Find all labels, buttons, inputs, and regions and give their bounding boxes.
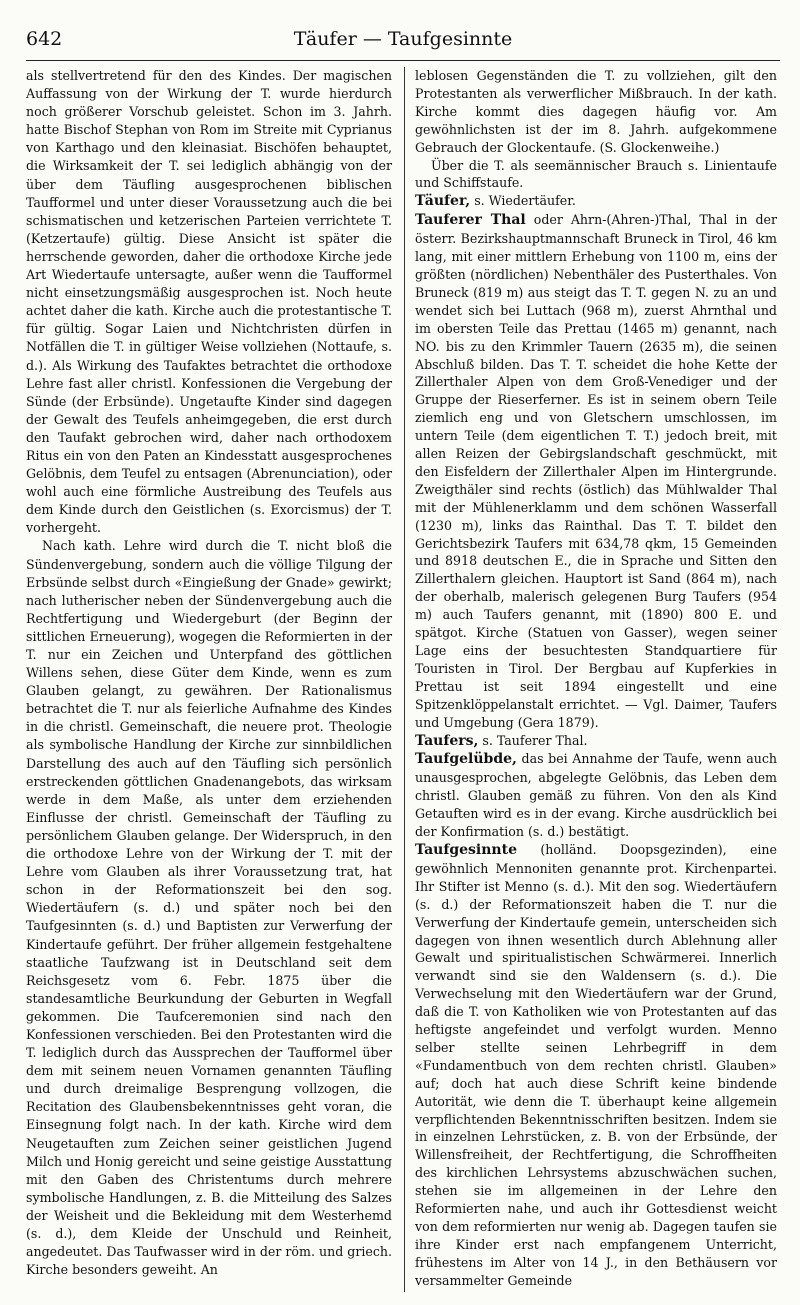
paragraph: leblosen Gegenständen die T. zu vollziehen, gilt den Protestanten als verwerflicher Mißbrauch. In der kath. Kirche kommt dies dagegen häufig vor. Am gewöhnlichsten ist der im 8. Jahrh. aufgekommene Gebrauch der Glockentaufe. (S. Glockenweihe.) xyxy=(415,68,777,155)
page-header xyxy=(26,28,780,61)
entry-text: s. Tauferer Thal. xyxy=(478,732,588,748)
paragraph: als stellvertretend für den des Kindes. Der magischen Auffassung von der Wirkung der T. wurde hierdurch noch größerer Vorschub geleistet. Schon im 3. Jahrh. hatte Bischof Stephan von Rom im Streite mit Cyprianus von Karthago und den kleinasiat. Bischöfen behauptet, die Wirksamkeit der T. sei lediglich abhängig von der über dem Täufling ausgesprochenen biblischen Taufformel und unter dieser Voraussetzung auch die bei schismatischen und ketzerischen Parteien verrichtete T. (Ketzertaufe) gültig. Diese Ansicht ist später die herrschende geworden, daher die orthodoxe Kirche jede Art Wiedertaufe untersagte, außer wenn die Taufformel nicht einsetzungsmäßig ausgesprochen ist. Noch heute achtet daher die kath. Kirche auch die protestantische T. für gültig. Sogar Laien und Nichtchristen dürfen in Notfällen die T. in gültiger Weise vollziehen (Nottaufe, s. d.). Als Wirkung des Taufaktes betrachtet die orthodoxe Lehre fast aller christl. Konfessionen die Vergebung der Sünde (der Erbsünde). Ungetaufte Kinder sind dagegen der Gewalt des Teufels anheimgegeben, die erst durch den Taufakt gebrochen wird, daher nach orthodoxem Ritus ein von den Paten an Kindesstatt ausgesprochenes Gelöbnis, dem Teufel zu entsagen (Abrenunciation), oder wohl auch eine förmliche Austreibung des Teufels aus dem Kinde durch den Geistlichen (s. Exorcismus) der T. vorhergeht. xyxy=(26,68,392,536)
entry-taeufer xyxy=(415,192,777,211)
entry-text: oder Ahrn-(Ahren-)Thal, Thal in der österr. Bezirkshauptmannschaft Bruneck in Tirol, 46 km lang, mit einer mittlern Erhebung von 1100 m, eins der größten (nördlichen) Nebenthäler des Pusterthales. Von Bruneck (819 m) aus steigt das T. T. gegen N. zu an und wendet sich bei Luttach (968 m), zuerst Ahrnthal und im obersten Teile das Prettau (1465 m) genannt, nach NO. bis zu den Krimmler Tauern (2635 m), die seinen Abschluß bilden. Das T. T. scheidet die hohe Kette der Zillerthaler Alpen von dem Groß-Venediger und der Gruppe der Rieserferner. Es ist in seinem obern Teile ziemlich eng und von Gletschern umschlossen, im untern Teile (dem eigentlichen T. T.) jedoch breit, mit allen Reizen der Gebirgslandschaft geschmückt, mit den Eisfeldern der Zillerthaler Alpen im Hintergrunde. Zweigthäler sind rechts (östlich) das Mühlwalder Thal mit der Mühlenerklamm und dem schönen Wasserfall (1230 m), links das Rainthal. Das T. T. bildet den Gerichtsbezirk Taufers mit 634,78 qkm, 15 Gemeinden und 8918 deutschen E., die in Sprache und Sitten den Zillerthalern gleichen. Hauptort ist Sand (864 m), nach der oberhalb, malerisch gelegenen Burg Taufers (954 m) auch Taufers genannt, mit (1890) 800 E. und spätgot. Kirche (Statuen von Gasser), wegen seiner Lage eins der besuchtesten Standquartiere für Touristen in Tirol. Der Bergbau auf Kupferkies in Prettau ist seit 1894 eingestellt und eine Spitzenklöppelanstalt errichtet. — Vgl. Daimer, Taufers und Umgebung (Gera 1879). xyxy=(415,212,778,730)
entry-taufgeluebde xyxy=(415,750,777,841)
right-column xyxy=(405,67,777,1292)
paragraph: Nach kath. Lehre wird durch die T. nicht bloß die Sündenvergebung, sondern auch die völlige Tilgung der Erbsünde selbst durch «Eingießung der Gnade» gewirkt; nach lutherischer neben der Sündenvergebung auch die Rechtfertigung und Wiedergeburt (der Beginn der sittlichen Erneuerung), wogegen die Reformierten in der T. nur ein Zeichen und Unterpfand des göttlichen Willens sehen, diese Güter dem Kinde, wenn es zum Glauben gelangt, zu gewähren. Der Rationalismus betrachtet die T. nur als feierliche Aufnahme des Kindes in die christl. Gemeinschaft, die neuere prot. Theologie als symbolische Handlung der Kirche zur sinnbildlichen Darstellung des auch auf den Täufling sich persönlich erstreckenden göttlichen Gnadenangebots, das wirksam werde in dem Maße, als unter dem erziehenden Einflusse der christl. Gemeinschaft der Täufling zu persönlichem Glauben gelange. Der Widerspruch, in den die orthodoxe Lehre von der Wirkung der T. mit der Lehre vom Glauben als ihrer Voraussetzung trat, hat schon in der Reformationszeit bei den sog. Wiedertäufern (s. d.) und später noch bei den Taufgesinnten (s. d.) und Baptisten zur Verwerfung der Kindertaufe geführt. Der früher allgemein festgehaltene staatliche Taufzwang ist in Deutschland seit dem Reichsgesetz vom 6. Febr. 1875 über die standesamtliche Beurkundung der Geburten in Wegfall gekommen. Die Taufceremonien sind nach den Konfessionen verschieden. Bei den Protestanten wird die T. lediglich durch das Aussprechen der Taufformel über dem mit seinem neuen Vornamen genannten Täufling und durch dreimalige Besprengung vollzogen, die Recitation des Glaubensbekenntnisses geht voran, die Einsegnung folgt nach. In der kath. Kirche wird dem Neugetauften zum Zeichen seiner geistlichen Jugend Milch und Honig gereicht und seine geistige Ausstattung mit den Gaben des Christentums durch mehrere symbolische Handlungen, z. B. die Mitteilung des Salzes der Weisheit und die Bekleidung mit dem Westerhemd (s. d.), dem Kleide der Unschuld und Reinheit, angedeutet. Das Taufwasser wird in der röm. und griech. Kirche besonders geweiht. An xyxy=(26,538,392,1278)
entry-headword: Täufer, xyxy=(415,193,471,210)
entry-tauferer-thal xyxy=(415,211,777,731)
entry-taufers xyxy=(415,732,777,751)
entry-headword: Taufers, xyxy=(415,732,479,749)
entry-text: s. Wiedertäufer. xyxy=(470,193,576,209)
entry-headword: Tauferer Thal xyxy=(415,212,526,229)
entry-taufgesinnte xyxy=(415,841,777,1290)
page-number: 642 xyxy=(26,28,63,50)
entry-text: das bei Annahme der Taufe, wenn auch unausgesprochen, abgelegte Gelöbnis, das Leben dem christl. Glauben gemäß zu führen. Von den als Kind Getauften wird es in der evang. Kirche ausdrücklich bei der Konfirmation (s. d.) bestätigt. xyxy=(415,751,777,840)
paragraph: Über die T. als seemännischer Brauch s. Linientaufe und Schiffstaufe. xyxy=(415,157,777,191)
entry-text: (holländ. Doopsgezinden), eine gewöhnlich Mennoniten genannte prot. Kirchenpartei. Ihr Stifter ist Menno (s. d.). Mit den sog. Wiedertäufern (s. d.) der Reformationszeit haben die T. nur die Verwerfung der Kindertaufe gemein, unterscheiden sich dagegen von ihnen wesentlich durch Ablehnung aller Gewalt und spiritualistischen Schwärmerei. Innerlich verwandt sind sie den Waldensern (s. d.). Die Verwechselung mit den Wiedertäufern war der Grund, daß die T. von Katholiken wie von Protestanten auf das heftigste angefeindet und verfolgt wurden. Menno selber stellte seinen Lehrbegriff in dem «Fundamentbuch von dem rechten christl. Glauben» auf; doch hat auch diese Schrift keine bindende Autorität, wie denn die T. überhaupt keine allgemein verpflichtenden Bekenntnisschriften besitzen. Indem sie in einzelnen Lehrstücken, z. B. von der Erbsünde, der Willensfreiheit, der Rechtfertigung, die Schroffheiten des kirchlichen Lehrsystems abzuschwächen suchen, stehen sie im allgemeinen in der Lehre den Reformierten nahe, und auch ihr Gottesdienst weicht von dem reformierten nur wenig ab. Dagegen taufen sie ihre Kinder erst nach empfangenem Unterricht, frühestens im Alter von 14 J., in den Bethäusern vor versammelter Gemeinde xyxy=(415,841,777,1288)
entry-headword: Taufgelübde, xyxy=(415,751,517,768)
running-title: Täufer — Taufgesinnte xyxy=(293,28,513,50)
text-columns xyxy=(26,67,780,1292)
entry-headword: Taufgesinnte xyxy=(415,841,517,858)
left-column xyxy=(26,67,398,1292)
